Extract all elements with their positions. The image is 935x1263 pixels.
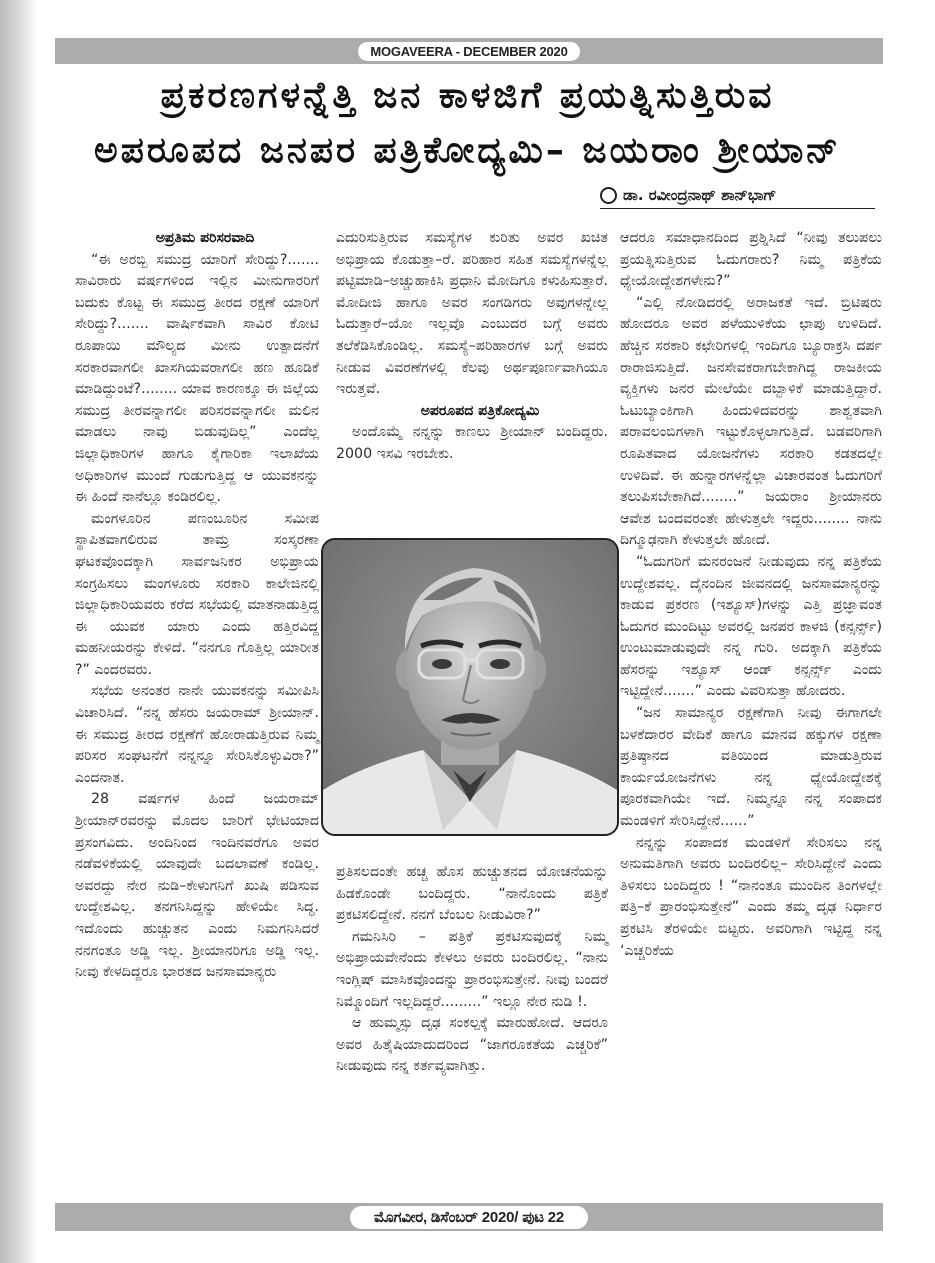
article-column-1 bbox=[75, 228, 319, 984]
article-column-2-top bbox=[336, 228, 608, 466]
paragraph: 28 ವರ್ಷಗಳ ಹಿಂದೆ ಜಯರಾಮ್ ಶ್ರೀಯಾನ್‌ರವರನ್ನು ಮೊದಲ ಬಾರಿಗೆ ಭೇಟಿಯಾದ ಪ್ರಸಂಗವಿದು. ಅಂದಿನಿಂದ ಇಂದಿನವರೆಗೂ ಅವರ ನಡೆವಳಿಕೆಯಲ್ಲಿ ಯಾವುದೇ ಬದಲಾವಣೆ ಕಂಡಿಲ್ಲ. ಅವರದ್ದು ನೇರ ನುಡಿ–ಕೇಳುಗನಿಗೆ ಖುಷಿ ಪಡಿಸುವ ಉದ್ದೇಶವಿಲ್ಲ. ತನಗನಿಸಿದ್ದನ್ನು ಹೇಳಿಯೇ ಸಿದ್ಧ. ಇದೊಂದು ಹುಚ್ಚುತನ ಎಂದು ನಿಮಗನಿಸಿದರೆ ನನಗಂತೂ ಅಡ್ಡಿ ಇಲ್ಲ. ಶ್ರೀಯಾನರಿಗೂ ಅಡ್ಡಿ ಇಲ್ಲ. ನೀವು ಕೇಳದಿದ್ದರೂ ಭಾರತದ ಜನಸಾಮಾನ್ಯರು bbox=[75, 791, 319, 981]
paragraph: ಆ ಹುಮ್ಮಸ್ಸು ದೃಢ ಸಂಕಲ್ಪಕ್ಕೆ ಮಾರುಹೋದೆ. ಆದರೂ ಅವರ ಹಿತೈಷಿಯಾದುದರಿಂದ “ಜಾಗರೂಕತೆಯ ಎಚ್ಚರಿಕೆ” ನೀಡುವುದು ನನ್ನ ಕರ್ತವ್ಯವಾಗಿತ್ತು. bbox=[336, 1015, 608, 1075]
headline-line-2: ಅಪರೂಪದ ಜನಪರ ಪತ್ರಿಕೋದ್ಯಮಿ– ಜಯರಾಂ ಶ್ರೀಯಾನ್ bbox=[94, 130, 841, 171]
portrait-photo bbox=[321, 538, 619, 836]
paragraph: ಗಮನಿಸಿರಿ – ಪತ್ರಿಕೆ ಪ್ರಕಟಿಸುವುದಕ್ಕೆ ನಿಮ್ಮ ಅಭಿಪ್ರಾಯವೇನೆಂದು ಕೇಳಲು ಅವರು ಬಂದಿರಲಿಲ್ಲ. “ನಾನು ಇಂಗ್ಲಿಷ್ ಮಾಸಿಕವೊಂದನ್ನು ಪ್ರಾರಂಭಿಸುತ್ತೇನೆ. ನೀವು ಬಂದರೆ ನಿಮ್ಮೊಂದಿಗೆ ಇಲ್ಲದಿದ್ದರೆ.........” ಇಲ್ಲೂ ನೇರ ನುಡಿ !. bbox=[336, 928, 608, 1010]
paragraph: “ಜನ ಸಾಮಾನ್ಯರ ರಕ್ಷಣೆಗಾಗಿ ನೀವು ಈಗಾಗಲೇ ಬಳಕೆದಾರರ ವೇದಿಕೆ ಹಾಗೂ ಮಾನವ ಹಕ್ಕುಗಳ ರಕ್ಷಣಾ ಪ್ರತಿಷ್ಠಾನದ ವತಿಯಿಂದ ಮಾಡುತ್ತಿರುವ ಕಾರ್ಯಯೋಜನೆಗಳು ನನ್ನ ಧ್ಯೇಯೋದ್ದೇಶಕ್ಕೆ ಪೂರಕವಾಗಿಯೇ ಇದೆ. ನಿಮ್ಮನ್ನೂ ನನ್ನ ಸಂಪಾದಕ ಮಂಡಳಿಗೆ ಸೇರಿಸಿದ್ದೇನೆ......” bbox=[620, 705, 882, 830]
paragraph: “ಓದುಗರಿಗೆ ಮನರಂಜನೆ ನೀಡುವುದು ನನ್ನ ಪತ್ರಿಕೆಯ ಉದ್ದೇಶವಲ್ಲ. ದೈನಂದಿನ ಜೀವನದಲ್ಲಿ ಜನಸಾಮಾನ್ಯರನ್ನು ಕಾಡುವ ಪ್ರಕರಣ (ಇಶ್ಯೂಸ್)ಗಳನ್ನು ಎತ್ತಿ ಪ್ರಜ್ಞಾವಂತ ಓದುಗರ ಮುಂದಿಟ್ಟು ಅವರಲ್ಲಿ ಜನಪರ ಕಾಳಜಿ (ಕನ್ಸರ್ನ್ಸ್) ಉಂಟುಮಾಡುವುದೇ ನನ್ನ ಗುರಿ. ಅದಕ್ಕಾಗಿ ಪತ್ರಿಕೆಯ ಹೆಸರನ್ನು ಇಶ್ಯೂಸ್ ಆಂಡ್ ಕನ್ಸರ್ನ್ಸ್ ಎಂದು ಇಟ್ಟಿದ್ದೇನೆ.......” ಎಂದು ವಿವರಿಸುತ್ತಾ ಹೋದರು. bbox=[620, 553, 882, 700]
article-column-2-bottom bbox=[336, 862, 608, 1078]
paragraph: ಸಭೆಯ ಅನಂತರ ನಾನೇ ಯುವಕನನ್ನು ಸಮೀಪಿಸಿ ವಿಚಾರಿಸಿದೆ. “ನನ್ನ ಹೆಸರು ಜಯರಾಮ್ ಶ್ರೀಯಾನ್. ಈ ಸಮುದ್ರ ತೀರದ ರಕ್ಷಣೆಗೆ ಹೋರಾಡುತ್ತಿರುವ ನಿಮ್ಮ ಪರಿಸರ ಸಂಘಟನೆಗೆ ನನ್ನನ್ನೂ ಸೇರಿಸಿಕೊಳ್ಳುವಿರಾ?” ಎಂದನಾತ. bbox=[75, 683, 319, 786]
paragraph: ಪ್ರತಿಸಲದಂತೇ ಹಚ್ಚ ಹೊಸ ಹುಚ್ಚುತನದ ಯೋಚನೆಯನ್ನು ಹಿಡಕೊಂಡೇ ಬಂದಿದ್ದರು. “ನಾನೊಂದು ಪತ್ರಿಕೆ ಪ್ರಕಟಿಸಲಿದ್ದೇನೆ. ನನಗೆ ಬೆಂಬಲ ನೀಡುವಿರಾ?” bbox=[336, 864, 608, 924]
paragraph: ಅಂದೊಮ್ಮೆ ನನ್ನನ್ನು ಕಾಣಲು ಶ್ರೀಯಾನ್ ಬಂದಿದ್ದರು. 2000 ಇಸವಿ ಇರಬೇಕು. bbox=[336, 424, 608, 462]
paragraph: ಆದರೂ ಸಮಾಧಾನದಿಂದ ಪ್ರಶ್ನಿಸಿದೆ “ನೀವು ತಲುಪಲು ಪ್ರಯತ್ನಿಸುತ್ತಿರುವ ಓದುಗರಾರು? ನಿಮ್ಮ ಪತ್ರಿಕೆಯ ಧ್ಯೇಯೋದ್ದೇಶಗಳೇನು?” bbox=[620, 230, 882, 290]
subheading: ಅಪರೂಪದ ಪತ್ರಿಕೋದ್ಯಮಿ bbox=[420, 402, 540, 419]
paragraph: “ಎಲ್ಲಿ ನೋಡಿದರಲ್ಲಿ ಅರಾಜಕತೆ ಇದೆ. ಬ್ರಿಟಿಷರು ಹೋದರೂ ಅವರ ಪಳೆಯುಳಿಕೆಯ ಛಾಪು ಉಳಿದಿದೆ. ಹೆಚ್ಚಿನ ಸರಕಾರಿ ಕಛೇರಿಗಳಲ್ಲಿ ಇಂದಿಗೂ ಬ್ಯೂರಾಕ್ರಸಿ ದರ್ಪ ರಾರಾಜಿಸುತ್ತಿದೆ. ಜನಸೇವಕರಾಗಬೇಕಾಗಿದ್ದ ರಾಜಕೀಯ ವ್ಯಕ್ತಿಗಳು ಜನರ ಮೇಲೆಯೇ ದಬ್ಬಾಳಿಕೆ ಮಾಡುತ್ತಿದ್ದಾರೆ. ಓಟುಬ್ಯಾಂಕಿಗಾಗಿ ಹಿಂದುಳಿದವರನ್ನು ಶಾಶ್ವತವಾಗಿ ಪರಾವಲಂಬಿಗಳಾಗಿ ಇಟ್ಟುಕೊಳ್ಳಲಾಗುತ್ತಿದೆ. ಬಡವರಿಗಾಗಿ ರೂಪಿತವಾದ ಯೋಜನೆಗಳು ಸರಕಾರಿ ಕಡತದಲ್ಲೇ ಉಳಿದಿವೆ. ಈ ಹುನ್ನಾರಗಳನ್ನೆಲ್ಲಾ ವಿಚಾರವಂತ ಓದುಗರಿಗೆ ತಲುಪಿಸಬೇಕಾಗಿದೆ........” ಜಯರಾಂ ಶ್ರೀಯಾನರು ಆವೇಶ ಬಂದವರಂತೇ ಹೇಳುತ್ತಲೇ ಇದ್ದರು........ ನಾನು ದಿಗ್ಮೂಢನಾಗಿ ಕೇಳುತ್ತಲೇ ಹೋದೆ. bbox=[620, 294, 882, 549]
paragraph: ಮಂಗಳೂರಿನ ಪಣಂಬೂರಿನ ಸಮೀಪ ಸ್ಥಾಪಿತವಾಗಲಿರುವ ತಾಮ್ರ ಸಂಸ್ಕರಣಾ ಘಟಕವೊಂದಕ್ಕಾಗಿ ಸಾರ್ವಜನಿಕರ ಅಭಿಪ್ರಾಯ ಸಂಗ್ರಹಿಸಲು ಮಂಗಳೂರು ಸರಕಾರಿ ಕಾಲೇಜಿನಲ್ಲಿ ಜಿಲ್ಲಾಧಿಕಾರಿಯವರು ಕರೆದ ಸಭೆಯಲ್ಲಿ ಮಾತನಾಡುತ್ತಿದ್ದ ಈ ಯುವಕ ಯಾರು ಎಂದು ಹತ್ತಿರವಿದ್ದ ಮಹನೀಯರನ್ನು ಕೇಳಿದೆ. “ನನಗೂ ಗೊತ್ತಿಲ್ಲ ಯಾರೀತ ?” ಎಂದರವರು. bbox=[75, 510, 319, 678]
author-name: ಡಾ. ರವೀಂದ್ರನಾಥ್ ಶಾನ್‌ಭಾಗ್ bbox=[623, 186, 777, 204]
article-column-3 bbox=[620, 228, 882, 962]
paragraph: ಎದುರಿಸುತ್ತಿರುವ ಸಮಸ್ಯೆಗಳ ಕುರಿತು ಅವರ ಖಚಿತ ಅಭಿಪ್ರಾಯ ಕೊಡುತ್ತಾ–ರೆ. ಪರಿಹಾರ ಸಹಿತ ಸಮಸ್ಯೆಗಳನ್ನೆಲ್ಲ ಪಟ್ಟಿಮಾಡಿ–ಅಚ್ಚುಹಾಕಿಸಿ ಪ್ರಧಾನಿ ಮೋದಿಗೂ ಕಳುಹಿಸುತ್ತಾರೆ. ಮೋದೀಜಿ ಹಾಗೂ ಅವರ ಸಂಗಡಿಗರು ಅವುಗಳನ್ನೇಲ್ಲ ಓದುತ್ತಾರೆ–ಯೋ ಇಲ್ಲವೊ ಎಂಬುದರ ಬಗ್ಗೆ ಅವರು ತಲೆಕೆಡಿಸಿಕೊಂಡಿಲ್ಲ. ಸಮಸ್ಯೆ–ಪರಿಹಾರಗಳ ಬಗ್ಗೆ ಅವರು ನೀಡುವ ವಿವರಣೆಗಳಲ್ಲಿ ಕೆಲವು ಅರ್ಥಪೂರ್ಣವಾಗಿಯೂ ಇರುತ್ತವೆ. bbox=[336, 230, 608, 398]
page-binding-shadow bbox=[0, 0, 38, 1263]
header-band bbox=[55, 38, 883, 64]
portrait-image bbox=[323, 540, 617, 834]
paragraph: ನನ್ನನ್ನು ಸಂಪಾದಕ ಮಂಡಳಿಗೆ ಸೇರಿಸಲು ನನ್ನ ಅನುಮತಿಗಾಗಿ ಅವರು ಬಂದಿರಲಿಲ್ಲ– ಸೇರಿಸಿದ್ದೇನೆ ಎಂದು ತಿಳಿಸಲು ಬಂದಿದ್ದರು ! “ನಾನಂತೂ ಮುಂದಿನ ತಿಂಗಳಲ್ಲೇ ಪತ್ರಿ–ಕೆ ಪ್ರಾರಂಭಿಸುತ್ತೇನೆ” ಎಂದು ತಮ್ಮ ದೃಢ ನಿರ್ಧಾರ ಪ್ರಕಟಿಸಿ ತೆರಳಿಯೇ ಬಿಟ್ಟರು. ಅವರಿಗಾಗಿ ಇಟ್ಟಿದ್ದ ನನ್ನ ‘ಎಚ್ಚರಿಕೆಯ bbox=[620, 834, 882, 959]
headline-line-1: ಪ್ರಕರಣಗಳನ್ನೆತ್ತಿ ಜನ ಕಾಳಜಿಗೆ ಪ್ರಯತ್ನಿಸುತ್ತಿರುವ bbox=[160, 75, 775, 116]
publication-label: MOGAVEERA - DECEMBER 2020 bbox=[358, 42, 579, 61]
circle-bullet-icon bbox=[600, 187, 617, 204]
page-footer-label: ಮೊಗವೀರ, ಡಿಸೆಂಬರ್ 2020/ ಪುಟ 22 bbox=[350, 1206, 588, 1229]
subheading: ಅಪ್ರತಿಮ ಪರಿಸರವಾದಿ bbox=[155, 230, 255, 246]
footer-band bbox=[55, 1203, 883, 1231]
paragraph: “ಈ ಅರಬ್ಬಿ ಸಮುದ್ರ ಯಾರಿಗೆ ಸೇರಿದ್ದು?....... ಸಾವಿರಾರು ವರ್ಷಗಳಿಂದ ಇಲ್ಲಿನ ಮೀನುಗಾರರಿಗೆ ಬದುಕು ಕೊಟ್ಟ ಈ ಸಮುದ್ರ ತೀರದ ರಕ್ಷಣೆ ಯಾರಿಗೆ ಸೇರಿದ್ದು?....... ವಾರ್ಷಿಕವಾಗಿ ಸಾವಿರ ಕೋಟಿ ರೂಪಾಯಿ ಮೌಲ್ಯದ ಮೀನು ಉತ್ಪಾದನೆಗೆ ಸರಕಾರವಾಗಲೀ ಖಾಸಗಿಯವರಾಗಲೀ ಹಣ ಹೂಡಿಕೆ ಮಾಡಿದ್ದುಂಟೆ?........ ಯಾವ ಕಾರಣಕ್ಕೂ ಈ ಜಿಲ್ಲೆಯ ಸಮುದ್ರ ತೀರವನ್ನಾಗಲೀ ಪರಿಸರವನ್ನಾಗಲೀ ಮಲಿನ ಮಾಡಲು ನಾವು ಬಿಡುವುದಿಲ್ಲ” ಎಂದೆಲ್ಲ ಜಿಲ್ಲಾಧಿಕಾರಿಗಳ ಹಾಗೂ ಕೈಗಾರಿಕಾ ಇಲಾಖೆಯ ಅಧಿಕಾರಿಗಳ ಮುಂದೆ ಗುಡುಗುತ್ತಿದ್ದ ಆ ಯುವಕನನ್ನು ಈ ಹಿಂದೆ ನಾನೆಲ್ಲೂ ಕಂಡಿರಲಿಲ್ಲ. bbox=[75, 251, 319, 506]
byline bbox=[600, 186, 875, 209]
